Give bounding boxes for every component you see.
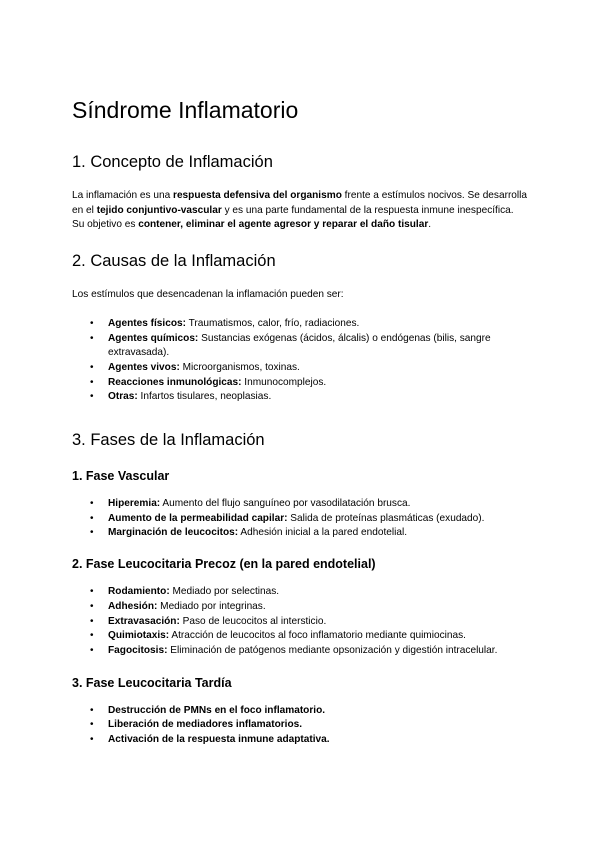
item-text: Eliminación de patógenos mediante opsonización y digestión intracelular. — [167, 644, 498, 656]
section-heading-concepto: 1. Concepto de Inflamación — [72, 153, 273, 171]
bold-run: contener, eliminar el agente agresor y reparar el daño tisular — [138, 219, 429, 231]
list-item — [108, 600, 528, 615]
text-run: y es una parte fundamental de la respuesta inmune inespecífica. Su objetivo es — [72, 204, 514, 231]
text-run: . — [428, 219, 432, 231]
item-label: Extravasación: — [108, 615, 180, 627]
list-item — [108, 390, 528, 405]
subheading-fase-leucocitaria-tardia: 3. Fase Leucocitaria Tardía — [72, 675, 232, 690]
bold-run: respuesta defensiva del organismo — [173, 190, 342, 201]
item-text: Aumento del flujo sanguíneo por vasodilatación brusca. — [160, 498, 411, 510]
fase-tardia-list — [72, 704, 528, 748]
document-title: Síndrome Inflamatorio — [72, 97, 299, 123]
causas-list — [72, 317, 528, 405]
list-item — [108, 512, 528, 527]
concepto-paragraph — [72, 189, 528, 233]
item-label: Reacciones inmunológicas: — [108, 376, 242, 388]
item-label: Otras: — [108, 391, 138, 403]
item-text: Atracción de leucocitos al foco inflamatorio mediante quimiocinas. — [169, 630, 466, 642]
causas-intro: Los estímulos que desencadenan la inflamación pueden ser: — [72, 289, 344, 301]
item-text: Inmunocomplejos. — [241, 376, 327, 388]
list-item — [108, 361, 528, 376]
item-text: Paso de leucocitos al intersticio. — [179, 615, 327, 627]
item-text: Mediado por selectinas. — [169, 586, 280, 598]
item-label: Rodamiento: — [108, 586, 170, 598]
item-label: Activación de la respuesta inmune adaptativa. — [108, 734, 330, 746]
list-item — [108, 332, 528, 361]
item-label: Liberación de mediadores inflamatorios. — [108, 719, 303, 731]
item-label: Hiperemia: — [108, 498, 161, 510]
item-label: Fagocitosis: — [108, 644, 168, 656]
item-text: Mediado por integrinas. — [157, 600, 266, 612]
item-text: Traumatismos, calor, frío, radiaciones. — [185, 317, 360, 329]
list-item — [108, 718, 528, 733]
list-item — [108, 497, 528, 512]
subheading-fase-vascular: 1. Fase Vascular — [72, 469, 170, 484]
list-item — [108, 526, 528, 541]
fase-precoz-list — [72, 585, 528, 659]
list-item — [108, 376, 528, 391]
list-item — [108, 733, 528, 748]
item-label: Destrucción de PMNs en el foco inflamatorio. — [108, 704, 326, 716]
item-label: Agentes vivos: — [108, 361, 180, 373]
subheading-fase-leucocitaria-precoz: 2. Fase Leucocitaria Precoz (en la pared endotelial) — [72, 557, 376, 572]
item-text: Adhesión inicial a la pared endotelial. — [238, 527, 408, 539]
item-text: Infartos tisulares, neoplasias. — [137, 391, 272, 403]
list-item — [108, 629, 528, 644]
item-text: Microorganismos, toxinas. — [179, 361, 300, 373]
list-item — [108, 317, 528, 332]
list-item — [108, 704, 528, 719]
item-label: Quimiotaxis: — [108, 630, 170, 642]
section-heading-fases: 3. Fases de la Inflamación — [72, 431, 265, 450]
item-label: Marginación de leucocitos: — [108, 527, 239, 539]
item-label: Aumento de la permeabilidad capilar: — [108, 512, 288, 524]
item-label: Adhesión: — [108, 600, 158, 612]
item-text: Salida de proteínas plasmáticas (exudado). — [287, 512, 485, 524]
item-label: Agentes físicos: — [108, 317, 186, 329]
item-text: Sustancias exógenas (ácidos, álcalis) o endógenas (bilis, sangre extravasada). — [108, 332, 491, 359]
list-item — [108, 615, 528, 630]
bold-run: tejido conjuntivo-vascular — [96, 204, 222, 216]
list-item — [108, 585, 528, 600]
section-heading-causas: 2. Causas de la Inflamación — [72, 252, 276, 271]
text-run: La inflamación es una — [72, 190, 174, 201]
list-item — [108, 644, 528, 659]
text-run: frente a estímulos nocivos. Se desarrolla en el — [72, 190, 528, 216]
fase-vascular-list — [72, 497, 528, 541]
item-label: Agentes químicos: — [108, 332, 199, 344]
